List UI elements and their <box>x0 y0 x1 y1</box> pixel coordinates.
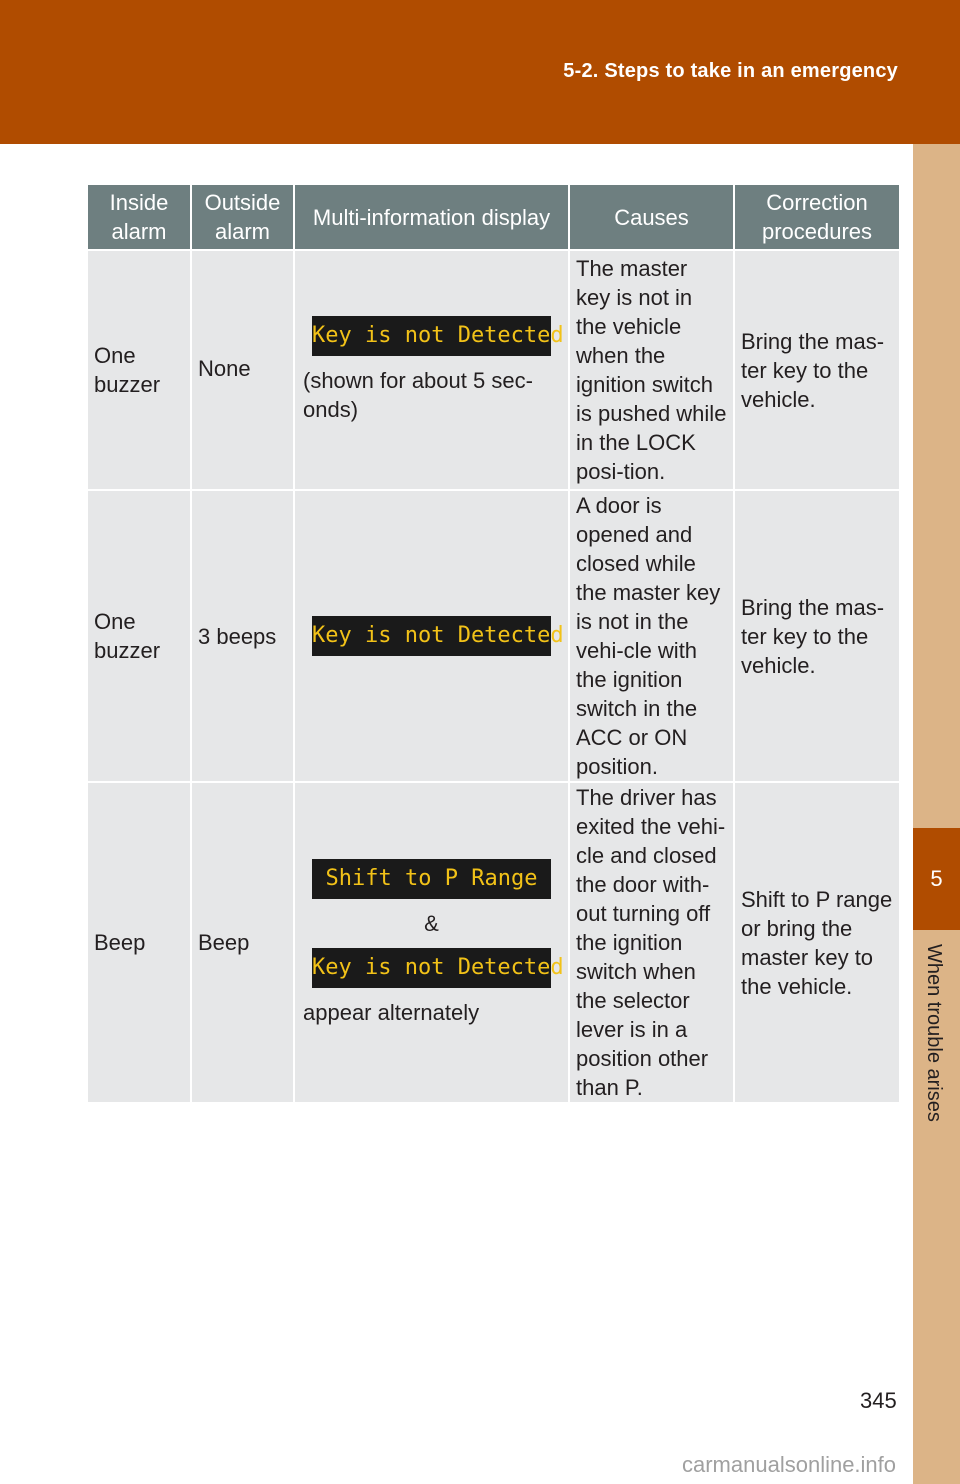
warning-table <box>88 185 899 1102</box>
header-inside-alarm: Inside alarm <box>88 185 191 250</box>
table-row <box>88 490 899 782</box>
display-cell <box>294 490 569 782</box>
chapter-number: 5 <box>913 828 960 930</box>
header-causes: Causes <box>569 185 734 250</box>
watermark: carmanualsonline.info <box>682 1452 897 1477</box>
correction-cell: Bring the mas-ter key to the vehicle. <box>734 250 899 490</box>
display-message: Key is not Detected <box>312 316 551 356</box>
outside-alarm-cell: 3 beeps <box>191 490 294 782</box>
table-row <box>88 782 899 1102</box>
header-outside-alarm: Outside alarm <box>191 185 294 250</box>
table-row <box>88 250 899 490</box>
display-joiner: & <box>424 910 439 936</box>
section-title: 5-2. Steps to take in an emergency <box>563 60 898 82</box>
header-correction-procedures: Correction procedures <box>734 185 899 250</box>
page-header <box>0 0 960 144</box>
cause-cell: The driver has exited the vehi-cle and closed the door with-out turning off the ignition switch when the selector lever is in a position other than P. <box>569 782 734 1102</box>
inside-alarm-cell: One buzzer <box>88 250 191 490</box>
display-note: appear alternately <box>303 999 480 1025</box>
side-tab <box>913 144 960 1484</box>
correction-cell: Shift to P range or bring the master key to the vehicle. <box>734 782 899 1102</box>
display-note: (shown for about 5 sec-onds) <box>303 368 533 422</box>
outside-alarm-cell: None <box>191 250 294 490</box>
inside-alarm-cell: Beep <box>88 782 191 1102</box>
page-number: 345 <box>860 1388 897 1413</box>
display-cell <box>294 250 569 490</box>
table-header-row <box>88 185 899 250</box>
correction-cell: Bring the mas-ter key to the vehicle. <box>734 490 899 782</box>
cause-cell: The master key is not in the vehicle when the ignition switch is pushed while in the LOCK posi-tion. <box>569 250 734 490</box>
outside-alarm-cell: Beep <box>191 782 294 1102</box>
display-message-secondary: Key is not Detected <box>312 948 551 988</box>
display-message: Key is not Detected <box>312 616 551 656</box>
chapter-label: When trouble arises <box>923 944 945 1122</box>
header-multi-information-display: Multi-information display <box>294 185 569 250</box>
display-message: Shift to P Range <box>312 859 551 899</box>
display-cell <box>294 782 569 1102</box>
cause-cell: A door is opened and closed while the master key is not in the vehi-cle with the ignition switch in the ACC or ON position. <box>569 490 734 782</box>
inside-alarm-cell: One buzzer <box>88 490 191 782</box>
